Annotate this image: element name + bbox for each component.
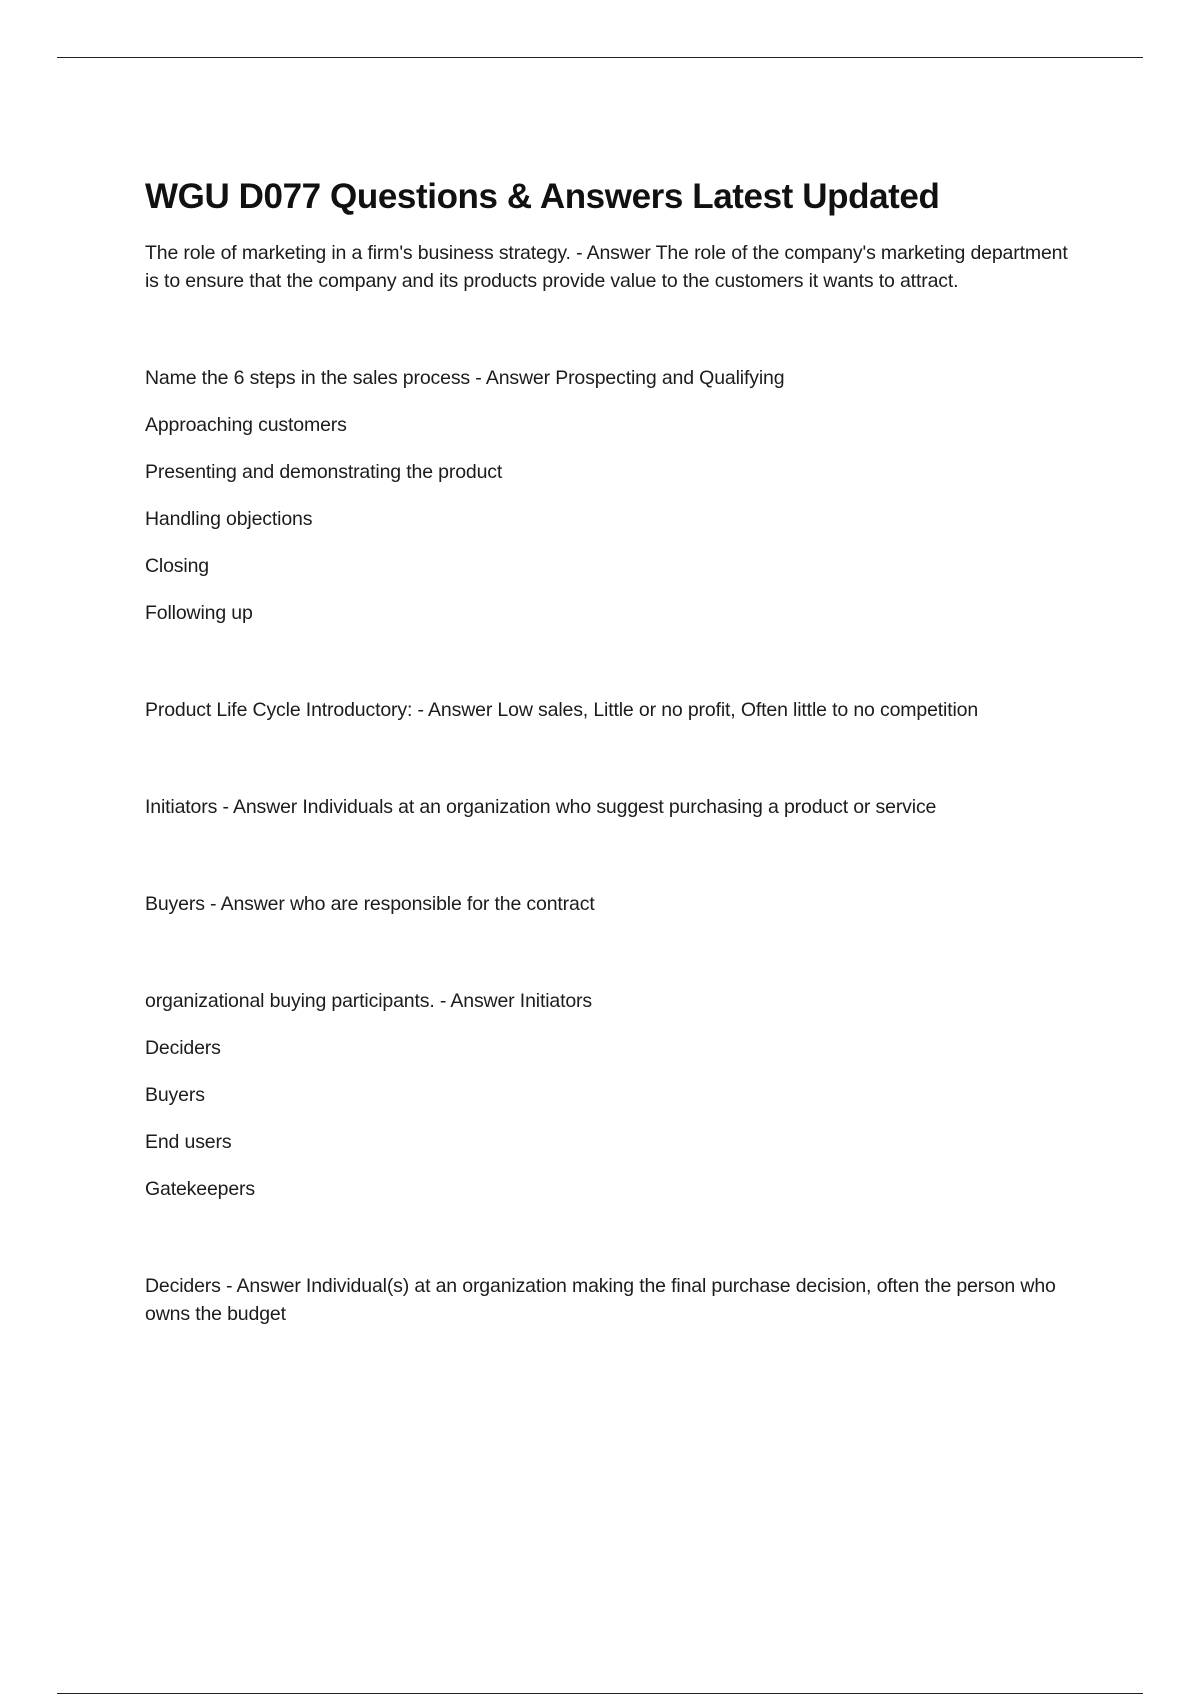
- sales-step-item: Presenting and demonstrating the product: [145, 460, 503, 483]
- spacer: [145, 840, 1075, 890]
- qa-product-life-cycle: Product Life Cycle Introductory: - Answer Low sales, Little or no profit, Often little to no competition: [145, 698, 979, 721]
- sales-step-item: Handling objections: [145, 507, 313, 530]
- spacer: [145, 743, 1075, 793]
- qa-marketing-role: The role of marketing in a firm's business strategy. - Answer The role of the company's marketing department is to ensure that the company and its products provide value to the customers it wants to attract.: [145, 241, 1068, 292]
- spacer: [145, 314, 1075, 364]
- sales-step-item: Approaching customers: [145, 413, 347, 436]
- participant-item: End users: [145, 1130, 232, 1153]
- spacer: [145, 1222, 1075, 1272]
- sales-step-item: Closing: [145, 554, 209, 577]
- spacer: [145, 646, 1075, 696]
- qa-buying-participants: organizational buying participants. - Answer Initiators: [145, 989, 592, 1012]
- participant-item: Gatekeepers: [145, 1177, 255, 1200]
- participant-item: Deciders: [145, 1036, 221, 1059]
- sales-step-item: Following up: [145, 601, 253, 624]
- qa-buyers: Buyers - Answer who are responsible for the contract: [145, 892, 595, 915]
- document-title: WGU D077 Questions & Answers Latest Updated: [145, 177, 940, 216]
- spacer: [145, 937, 1075, 987]
- participant-item: Buyers: [145, 1083, 205, 1106]
- top-rule: [57, 57, 1143, 58]
- qa-deciders: Deciders - Answer Individual(s) at an organization making the final purchase decision, often the person who owns the budget: [145, 1274, 1056, 1325]
- bottom-rule: [57, 1693, 1143, 1694]
- qa-initiators: Initiators - Answer Individuals at an organization who suggest purchasing a product or service: [145, 795, 937, 818]
- qa-sales-steps: Name the 6 steps in the sales process - Answer Prospecting and Qualifying: [145, 366, 785, 389]
- document-body: [145, 175, 1075, 1347]
